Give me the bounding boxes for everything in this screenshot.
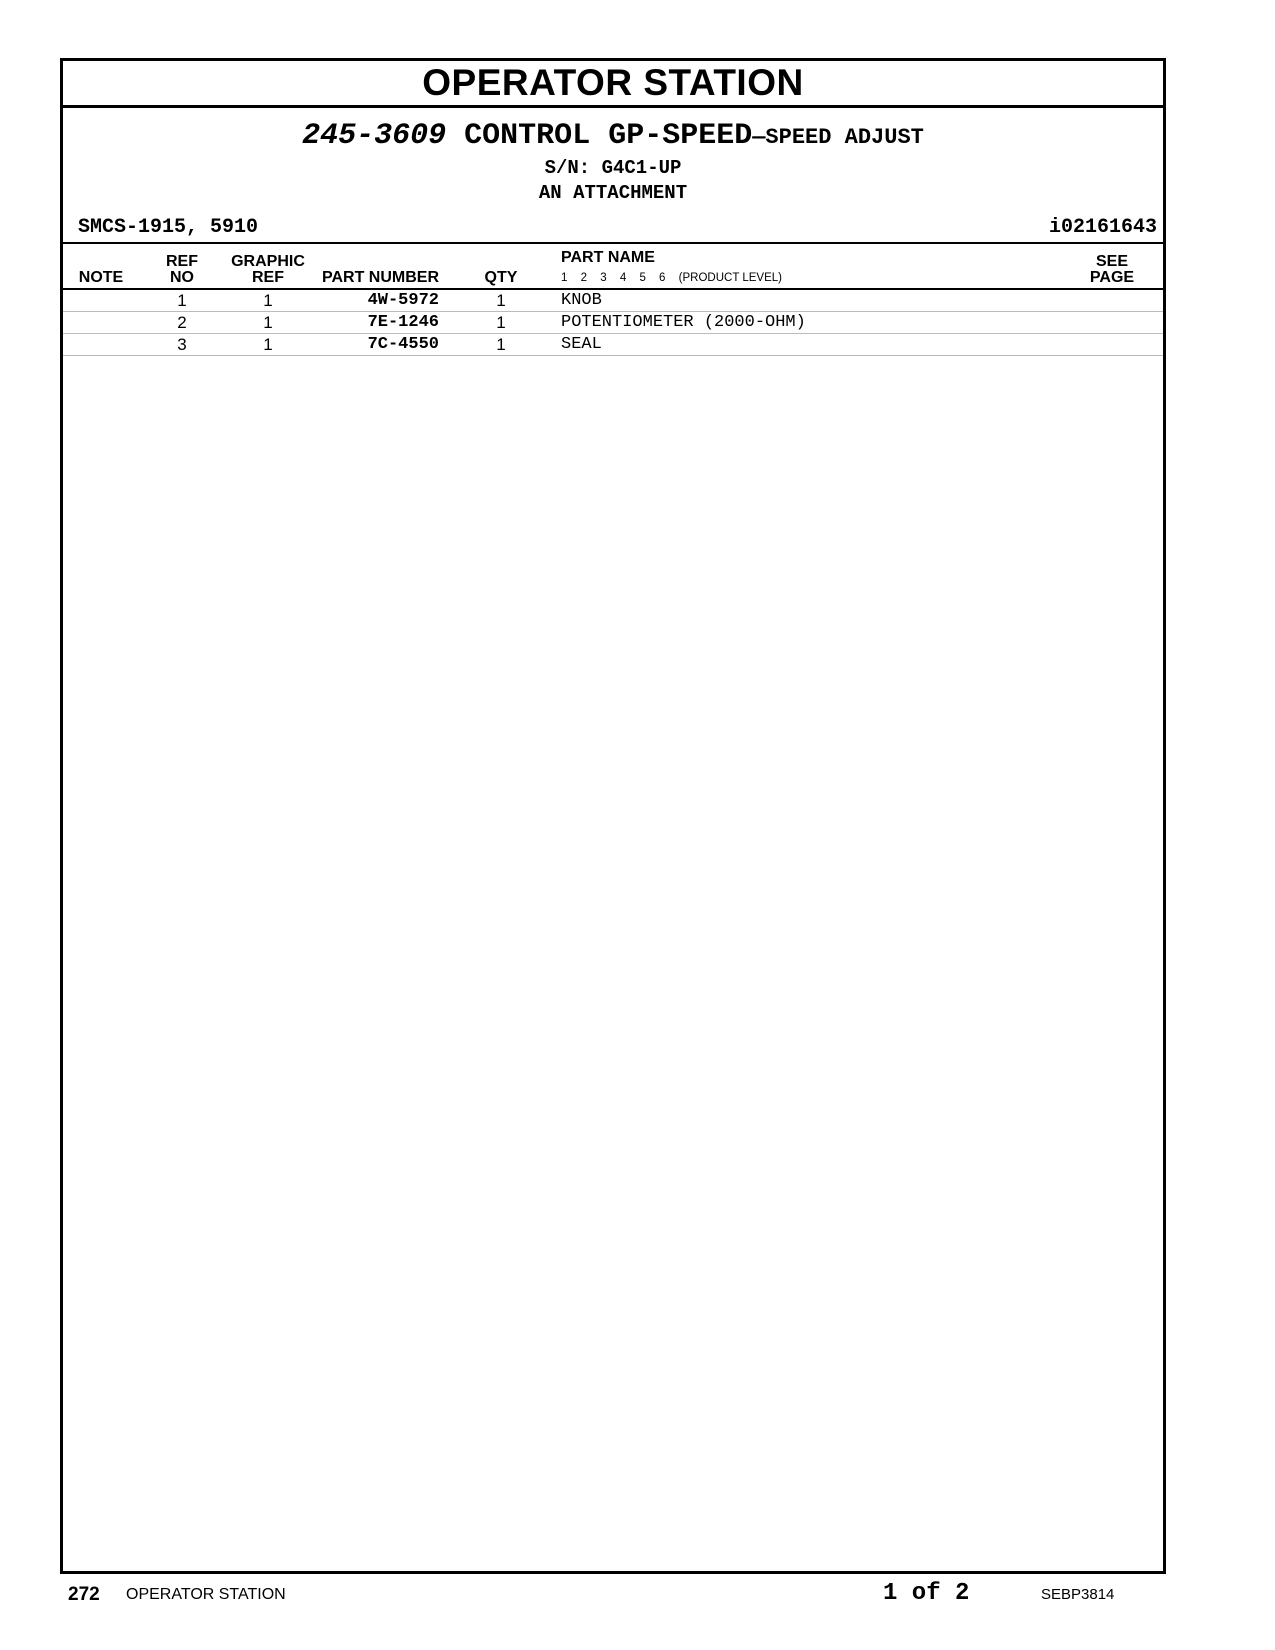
group-subtitle: —SPEED ADJUST <box>752 125 924 150</box>
footer-section: OPERATOR STATION <box>126 1586 286 1603</box>
level-6: 6 <box>659 272 666 284</box>
footer-sheet: 1 of 2 <box>883 1580 970 1607</box>
table-row <box>63 334 1163 356</box>
level-3: 3 <box>600 272 607 284</box>
footer-document-number: SEBP3814 <box>1041 1586 1115 1603</box>
group-part-number: 245-3609 <box>302 119 447 153</box>
cell-note <box>63 312 139 334</box>
page-title: OPERATOR STATION <box>63 61 1163 108</box>
cell-see-page <box>1061 312 1163 334</box>
cell-qty: 1 <box>451 289 551 312</box>
cell-graphic-ref: 1 <box>225 289 311 312</box>
col-ref-no-line1: REF <box>166 253 198 270</box>
col-see-page-line1: SEE <box>1095 253 1128 270</box>
parts-table <box>63 242 1163 356</box>
table-row <box>63 289 1163 312</box>
smcs-code: SMCS-1915, 5910 <box>78 216 259 239</box>
level-5: 5 <box>639 272 646 284</box>
group-title-line <box>63 118 1163 156</box>
cell-see-page <box>1061 289 1163 312</box>
col-qty: QTY <box>451 243 551 289</box>
table-row <box>63 312 1163 334</box>
cell-note <box>63 289 139 312</box>
cell-graphic-ref: 1 <box>225 334 311 356</box>
cell-part-name: POTENTIOMETER (2000-OHM) <box>551 312 1061 334</box>
level-4: 4 <box>619 272 627 284</box>
cell-see-page <box>1061 334 1163 356</box>
cell-graphic-ref: 1 <box>225 312 311 334</box>
cell-part-name: KNOB <box>551 289 1061 312</box>
col-note: NOTE <box>63 243 139 289</box>
cell-part-number: 7C-4550 <box>311 334 451 356</box>
cell-part-name: SEAL <box>551 334 1061 356</box>
cell-qty: 1 <box>451 312 551 334</box>
serial-number: S/N: G4C1-UP <box>544 157 682 179</box>
col-see-page-line2: PAGE <box>1089 269 1135 286</box>
group-heading <box>63 108 1163 206</box>
col-part-name-label: PART NAME <box>561 249 655 266</box>
cell-note <box>63 334 139 356</box>
col-part-number: PART NUMBER <box>311 243 451 289</box>
col-graphic-ref <box>225 243 311 289</box>
level-1: 1 <box>561 272 568 284</box>
cell-qty: 1 <box>451 334 551 356</box>
col-part-name <box>551 243 1061 289</box>
cell-part-number: 7E-1246 <box>311 312 451 334</box>
col-ref-no <box>139 243 225 289</box>
footer-page-number: 272 <box>68 1584 100 1605</box>
attachment-label: AN ATTACHMENT <box>538 182 688 204</box>
col-ref-no-line2: NO <box>170 269 194 286</box>
product-level-label: (PRODUCT LEVEL) <box>678 272 782 284</box>
col-see-page <box>1061 243 1163 289</box>
col-graphic-ref-line1: GRAPHIC <box>231 253 305 270</box>
cell-ref-no: 1 <box>139 289 225 312</box>
page-frame <box>60 58 1166 1574</box>
illustration-id: i02161643 <box>1048 216 1157 239</box>
parts-table-header <box>63 243 1163 289</box>
group-name: CONTROL GP-SPEED <box>464 119 753 153</box>
level-2: 2 <box>580 272 588 284</box>
page-footer <box>0 1578 1275 1608</box>
col-graphic-ref-line2: REF <box>252 269 284 286</box>
cell-ref-no: 2 <box>139 312 225 334</box>
parts-table-body <box>63 289 1163 356</box>
cell-ref-no: 3 <box>139 334 225 356</box>
product-levels <box>561 270 1061 286</box>
cell-part-number: 4W-5972 <box>311 289 451 312</box>
meta-row <box>63 212 1163 242</box>
